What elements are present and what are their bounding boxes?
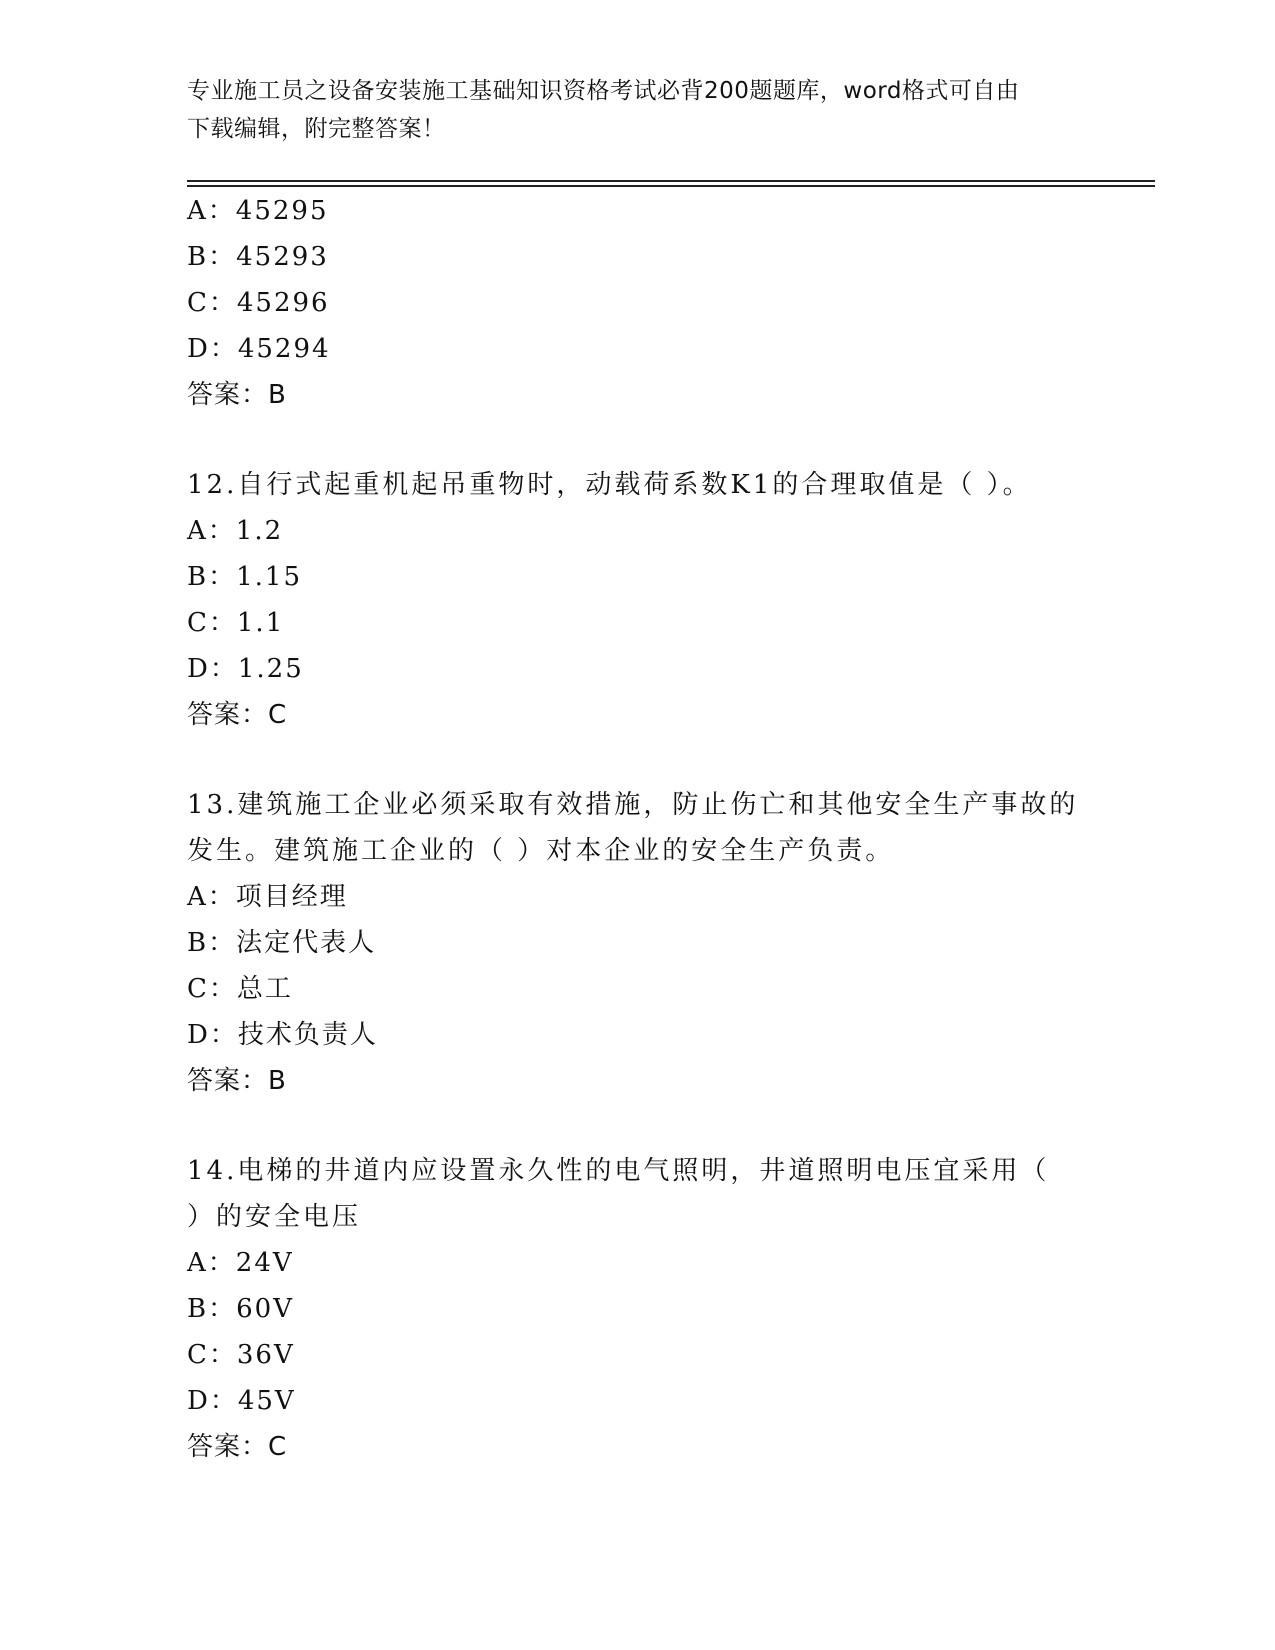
option-d: D：45294 [187,334,331,364]
document-header [187,72,1087,148]
header-line-1: 专业施工员之设备安装施工基础知识资格考试必背200题题库，word格式可自由 [187,78,1020,104]
question-text-line-2: ）的安全电压 [187,1202,362,1232]
header-divider-bottom [187,185,1155,187]
option-c: C：总工 [187,974,293,1004]
question-12 [187,462,1147,738]
question-text: 12.自行式起重机起吊重物时，动载荷系数K1的合理取值是（ ）。 [187,470,1032,500]
option-c: C：36V [187,1340,295,1370]
option-a: A：项目经理 [187,882,348,912]
question-text-line-2: 发生。建筑施工企业的（ ）对本企业的安全生产负责。 [187,836,895,866]
answer: 答案：B [187,1066,287,1096]
question-11 [187,188,1147,418]
answer: 答案：C [187,1432,288,1462]
option-a: A：24V [187,1248,294,1278]
question-text-line-1: 13.建筑施工企业必须采取有效措施，防止伤亡和其他安全生产事故的 [187,790,1079,820]
spacer [187,738,1147,782]
option-d: D：技术负责人 [187,1020,378,1050]
option-b: B：45293 [187,242,329,272]
option-d: D：1.25 [187,654,304,684]
option-c: C：1.1 [187,608,285,638]
option-b: B：1.15 [187,562,302,592]
option-a: A：1.2 [187,516,284,546]
spacer [187,418,1147,462]
question-14 [187,1148,1147,1470]
header-divider-top [187,180,1155,182]
option-c: C：45296 [187,288,330,318]
question-text-line-1: 14.电梯的井道内应设置永久性的电气照明，井道照明电压宜采用（ [187,1156,1050,1186]
answer: 答案：C [187,700,288,730]
question-list [187,188,1147,1470]
option-a: A：45295 [187,196,329,226]
header-line-2: 下载编辑，附完整答案！ [187,116,446,142]
option-b: B：法定代表人 [187,928,377,958]
option-d: D：45V [187,1386,296,1416]
option-b: B：60V [187,1294,294,1324]
spacer [187,1104,1147,1148]
answer: 答案：B [187,380,287,410]
question-13 [187,782,1147,1104]
